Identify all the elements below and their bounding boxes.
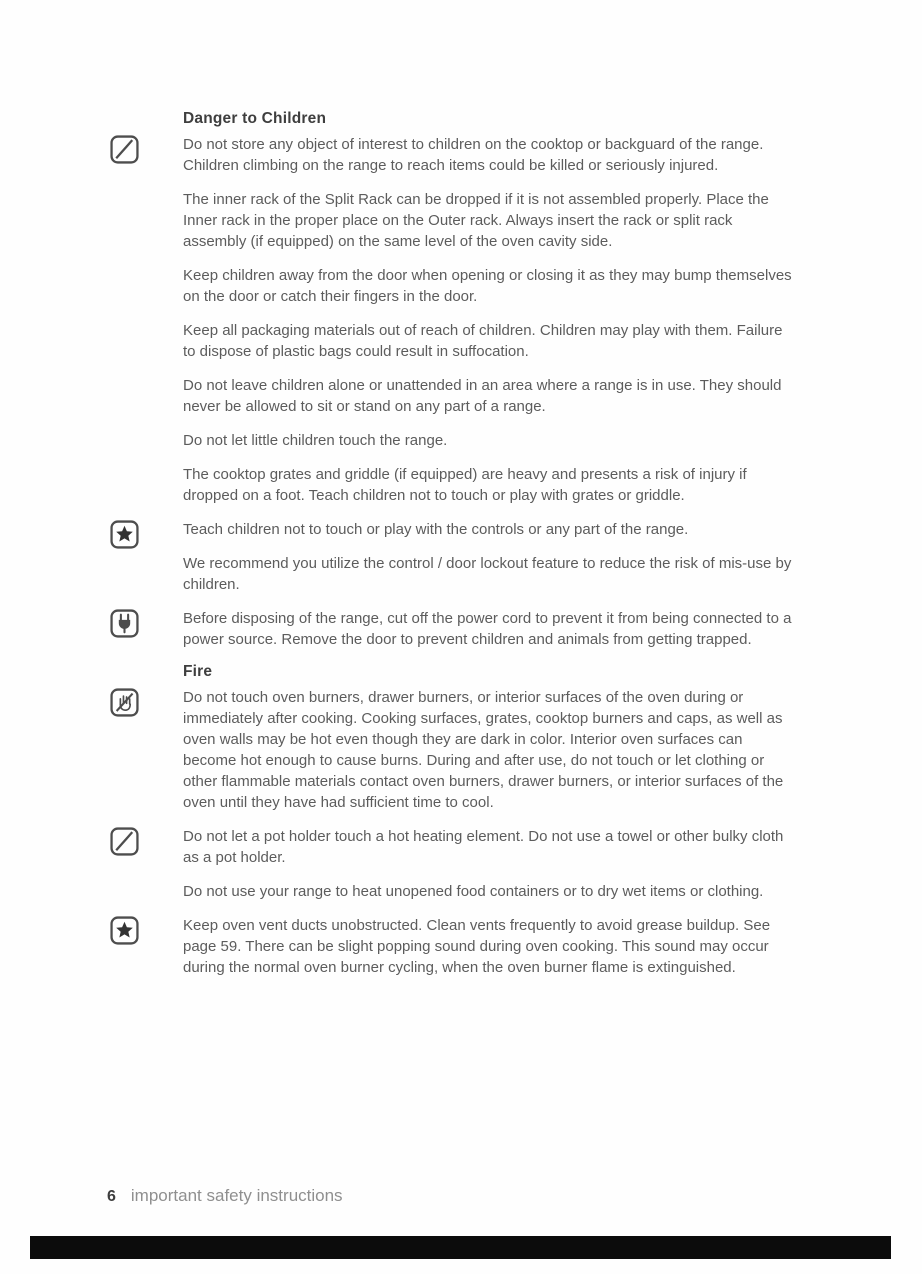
paragraph: [110, 134, 812, 176]
paragraph: [110, 915, 812, 978]
paragraph-text: Keep oven vent ducts unobstructed. Clean vents frequently to avoid grease buildup. See page 59. There can be slight popping sound during oven cooking. This sound may occur during the normal oven burner cycling, when the oven burner flame is extinguished.: [183, 917, 771, 976]
power-plug-icon: [110, 609, 139, 638]
page-number: 6: [107, 1188, 116, 1205]
paragraph-text: Do not store any object of interest to children on the cooktop or backguard of the range. Children climbing on the range to reach items could be killed or seriously injured.: [183, 136, 764, 174]
section-danger-to-children: [110, 110, 812, 650]
paragraph: [110, 430, 812, 451]
paragraph: [110, 519, 812, 540]
paragraph: [110, 375, 812, 417]
paragraph-text: Do not touch oven burners, drawer burners, or interior surfaces of the oven during or immediately after cooking. Cooking surfaces, grates, cooktop burners and caps, as well as oven walls may be hot even though they are dark in color. Interior oven surfaces can become hot enough to cause burns. During and after use, do not touch or let clothing or other flammable materials contact oven burners, drawer burners, or interior surfaces of the oven until they have had sufficient time to cool.: [183, 689, 784, 811]
page-footer: [107, 1186, 343, 1206]
paragraph: [110, 687, 812, 813]
section-heading: Fire: [183, 663, 213, 680]
paragraph: [110, 826, 812, 868]
prohibition-icon: [110, 827, 139, 856]
paragraph: [110, 320, 812, 362]
safety-instructions-content: [110, 110, 812, 991]
star-icon: [110, 520, 139, 549]
paragraph: [110, 553, 812, 595]
paragraph-text: Before disposing of the range, cut off the power cord to prevent it from being connected to a power source. Remove the door to prevent children and animals from getting trapped.: [183, 610, 792, 648]
paragraph-text: Do not use your range to heat unopened food containers or to dry wet items or clothing.: [183, 883, 764, 900]
paragraph-text: Keep children away from the door when opening or closing it as they may bump themselves on the door or catch their fingers in the door.: [183, 267, 792, 305]
paragraph-text: Keep all packaging materials out of reach of children. Children may play with them. Failure to dispose of plastic bags could result in suffocation.: [183, 322, 783, 360]
paragraph: [110, 881, 812, 902]
paragraph: [110, 265, 812, 307]
paragraph-text: Do not leave children alone or unattended in an area where a range is in use. They should never be allowed to sit or stand on any part of a range.: [183, 377, 782, 415]
paragraph-text: We recommend you utilize the control / door lockout feature to reduce the risk of mis-use by children.: [183, 555, 792, 593]
paragraph-text: Teach children not to touch or play with the controls or any part of the range.: [183, 521, 689, 538]
paragraph: [110, 189, 812, 252]
footer-title: important safety instructions: [130, 1186, 343, 1205]
prohibition-icon: [110, 135, 139, 164]
bottom-black-bar: [30, 1236, 891, 1259]
paragraph-text: Do not let a pot holder touch a hot heating element. Do not use a towel or other bulky cloth as a pot holder.: [183, 828, 784, 866]
do-not-touch-hand-icon: [110, 688, 139, 717]
paragraph-text: The cooktop grates and griddle (if equipped) are heavy and presents a risk of injury if dropped on a foot. Teach children not to touch or play with grates or griddle.: [183, 466, 747, 504]
paragraph-text: Do not let little children touch the range.: [183, 432, 448, 449]
section-fire: [110, 663, 812, 978]
paragraph: [110, 464, 812, 506]
paragraph: [110, 608, 812, 650]
star-icon: [110, 916, 139, 945]
paragraph-text: The inner rack of the Split Rack can be dropped if it is not assembled properly. Place the Inner rack in the proper place on the Outer rack. Always insert the rack or split rack assembly (if equipped) on the same level of the oven cavity side.: [183, 191, 769, 250]
section-heading: Danger to Children: [183, 110, 327, 127]
